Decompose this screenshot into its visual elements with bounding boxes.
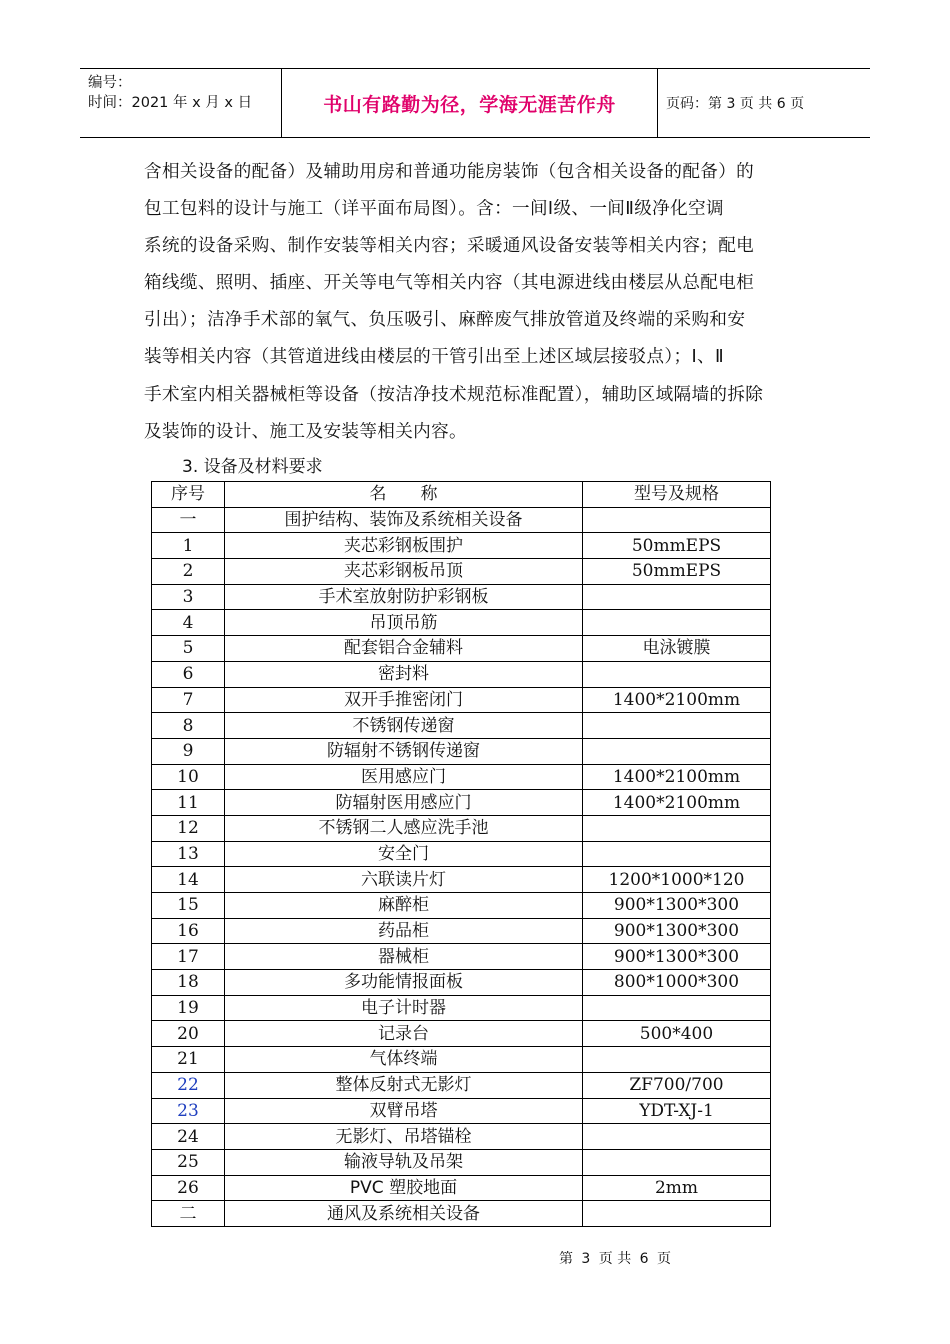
row-no: 2 [152,559,225,585]
time-label: 时间：2021 年 x 月 x 日 [88,95,253,111]
row-name: 六联读片灯 [225,867,583,893]
page-code: 页码：第 3 页 共 6 页 [666,96,805,112]
number-label: 编号： [88,75,132,91]
footer-prefix: 第 [558,1251,573,1267]
row-no: 16 [152,918,225,944]
body-paragraph [144,156,808,453]
paragraph-line: 及装饰的设计、施工及安装等相关内容。 [144,421,467,442]
row-spec: 900*1300*300 [583,893,771,919]
paragraph-line: 系统的设备采购、制作安装等相关内容；采暖通风设备安装等相关内容；配电 [144,236,755,257]
table-row [152,610,771,636]
table-row [152,533,771,559]
table-row [152,1201,771,1227]
row-no: 15 [152,893,225,919]
row-name: 药品柜 [225,918,583,944]
row-spec: 50mmEPS [583,559,771,585]
table-row [152,1175,771,1201]
table-header-row [152,482,771,508]
row-no: 23 [152,1098,225,1124]
row-name: 医用感应门 [225,764,583,790]
header-meta [80,69,282,137]
row-no: 19 [152,995,225,1021]
table-row [152,1021,771,1047]
row-no: 22 [152,1072,225,1098]
row-name: 安全门 [225,841,583,867]
table-row [152,507,771,533]
row-no: 一 [152,507,225,533]
row-name: 夹芯彩钢板吊顶 [225,559,583,585]
table-row [152,1124,771,1150]
row-no: 二 [152,1201,225,1227]
row-no: 13 [152,841,225,867]
row-name: 通风及系统相关设备 [225,1201,583,1227]
row-no: 24 [152,1124,225,1150]
paragraph-line: 装等相关内容（其管道进线由楼层的干管引出至上述区域层接驳点）；Ⅰ、Ⅱ [144,347,724,368]
row-no: 10 [152,764,225,790]
table-row [152,995,771,1021]
table-row [152,738,771,764]
row-name: 吊顶吊筋 [225,610,583,636]
row-name: 电子计时器 [225,995,583,1021]
row-spec: 800*1000*300 [583,970,771,996]
table-row [152,815,771,841]
row-no: 7 [152,687,225,713]
table-row [152,970,771,996]
row-spec [583,815,771,841]
row-name: 不锈钢二人感应洗手池 [225,815,583,841]
row-no: 14 [152,867,225,893]
row-spec: YDT-XJ-1 [583,1098,771,1124]
table-row [152,687,771,713]
row-name: 记录台 [225,1021,583,1047]
table-row [152,661,771,687]
row-spec [583,995,771,1021]
row-spec: 2mm [583,1175,771,1201]
row-no: 12 [152,815,225,841]
row-name: 多功能情报面板 [225,970,583,996]
row-name: 防辐射医用感应门 [225,790,583,816]
section-title: 3. 设备及材料要求 [182,457,323,477]
row-no: 8 [152,713,225,739]
row-spec: ZF700/700 [583,1072,771,1098]
row-no: 21 [152,1047,225,1073]
row-spec [583,661,771,687]
table-row [152,918,771,944]
table-row [152,1098,771,1124]
table-row [152,713,771,739]
row-spec [583,1201,771,1227]
paragraph-line: 引出）；洁净手术部的氧气、负压吸引、麻醉废气排放管道及终端的采购和安 [144,310,746,331]
row-name: 密封料 [225,661,583,687]
row-name: 器械柜 [225,944,583,970]
row-spec: 900*1300*300 [583,918,771,944]
row-no: 20 [152,1021,225,1047]
paragraph-line: 包工包料的设计与施工（详平面布局图）。含：一间Ⅰ级、一间Ⅱ级净化空调 [144,199,724,220]
row-spec: 1200*1000*120 [583,867,771,893]
footer-total: 6 [639,1251,649,1267]
row-spec: 500*400 [583,1021,771,1047]
row-no: 11 [152,790,225,816]
table-row [152,790,771,816]
row-spec [583,507,771,533]
row-no: 5 [152,636,225,662]
row-spec [583,841,771,867]
row-name: 不锈钢传递窗 [225,713,583,739]
row-spec: 50mmEPS [583,533,771,559]
row-name: PVC 塑胶地面 [225,1175,583,1201]
header-no: 序号 [152,482,225,508]
row-spec [583,584,771,610]
row-name: 双开手推密闭门 [225,687,583,713]
paragraph-line: 箱线缆、照明、插座、开关等电气等相关内容（其电源进线由楼层从总配电柜 [144,273,755,294]
table-row [152,841,771,867]
row-spec [583,713,771,739]
footer-page: 3 [581,1251,591,1267]
table-row [152,1072,771,1098]
row-no: 25 [152,1149,225,1175]
row-name: 气体终端 [225,1047,583,1073]
row-spec [583,610,771,636]
equipment-table [151,481,771,1227]
row-spec [583,1124,771,1150]
paragraph-line: 含相关设备的配备）及辅助用房和普通功能房装饰（包含相关设备的配备）的 [144,162,755,182]
row-name: 输液导轨及吊架 [225,1149,583,1175]
row-no: 26 [152,1175,225,1201]
row-name: 整体反射式无影灯 [225,1072,583,1098]
row-spec: 电泳镀膜 [583,636,771,662]
row-name: 无影灯、吊塔锚栓 [225,1124,583,1150]
row-spec [583,1149,771,1175]
row-no: 17 [152,944,225,970]
row-spec: 1400*2100mm [583,687,771,713]
table-row [152,584,771,610]
header-name: 名 称 [225,482,583,508]
table-row [152,764,771,790]
table-row [152,1149,771,1175]
table-body [152,507,771,1226]
row-no: 4 [152,610,225,636]
table-row [152,1047,771,1073]
header-motto: 书山有路勤为径，学海无涯苦作舟 [282,69,658,137]
page-footer [0,1248,950,1268]
table-row [152,559,771,585]
row-no: 18 [152,970,225,996]
row-spec: 900*1300*300 [583,944,771,970]
row-spec: 1400*2100mm [583,790,771,816]
row-name: 麻醉柜 [225,893,583,919]
row-no: 6 [152,661,225,687]
row-name: 夹芯彩钢板围护 [225,533,583,559]
row-no: 1 [152,533,225,559]
row-name: 防辐射不锈钢传递窗 [225,738,583,764]
row-name: 围护结构、装饰及系统相关设备 [225,507,583,533]
paragraph-line: 手术室内相关器械柜等设备（按洁净技术规范标准配置），辅助区域隔墙的拆除 [144,384,764,405]
table-row [152,867,771,893]
row-spec: 1400*2100mm [583,764,771,790]
row-spec [583,1047,771,1073]
row-name: 双臂吊塔 [225,1098,583,1124]
row-name: 手术室放射防护彩钢板 [225,584,583,610]
header-spec: 型号及规格 [583,482,771,508]
footer-mid: 页 共 [598,1251,632,1267]
table-row [152,944,771,970]
row-no: 3 [152,584,225,610]
table-row [152,636,771,662]
table-row [152,893,771,919]
page-header [80,68,870,138]
row-name: 配套铝合金辅料 [225,636,583,662]
footer-suffix: 页 [657,1251,672,1267]
row-spec [583,738,771,764]
row-no: 9 [152,738,225,764]
